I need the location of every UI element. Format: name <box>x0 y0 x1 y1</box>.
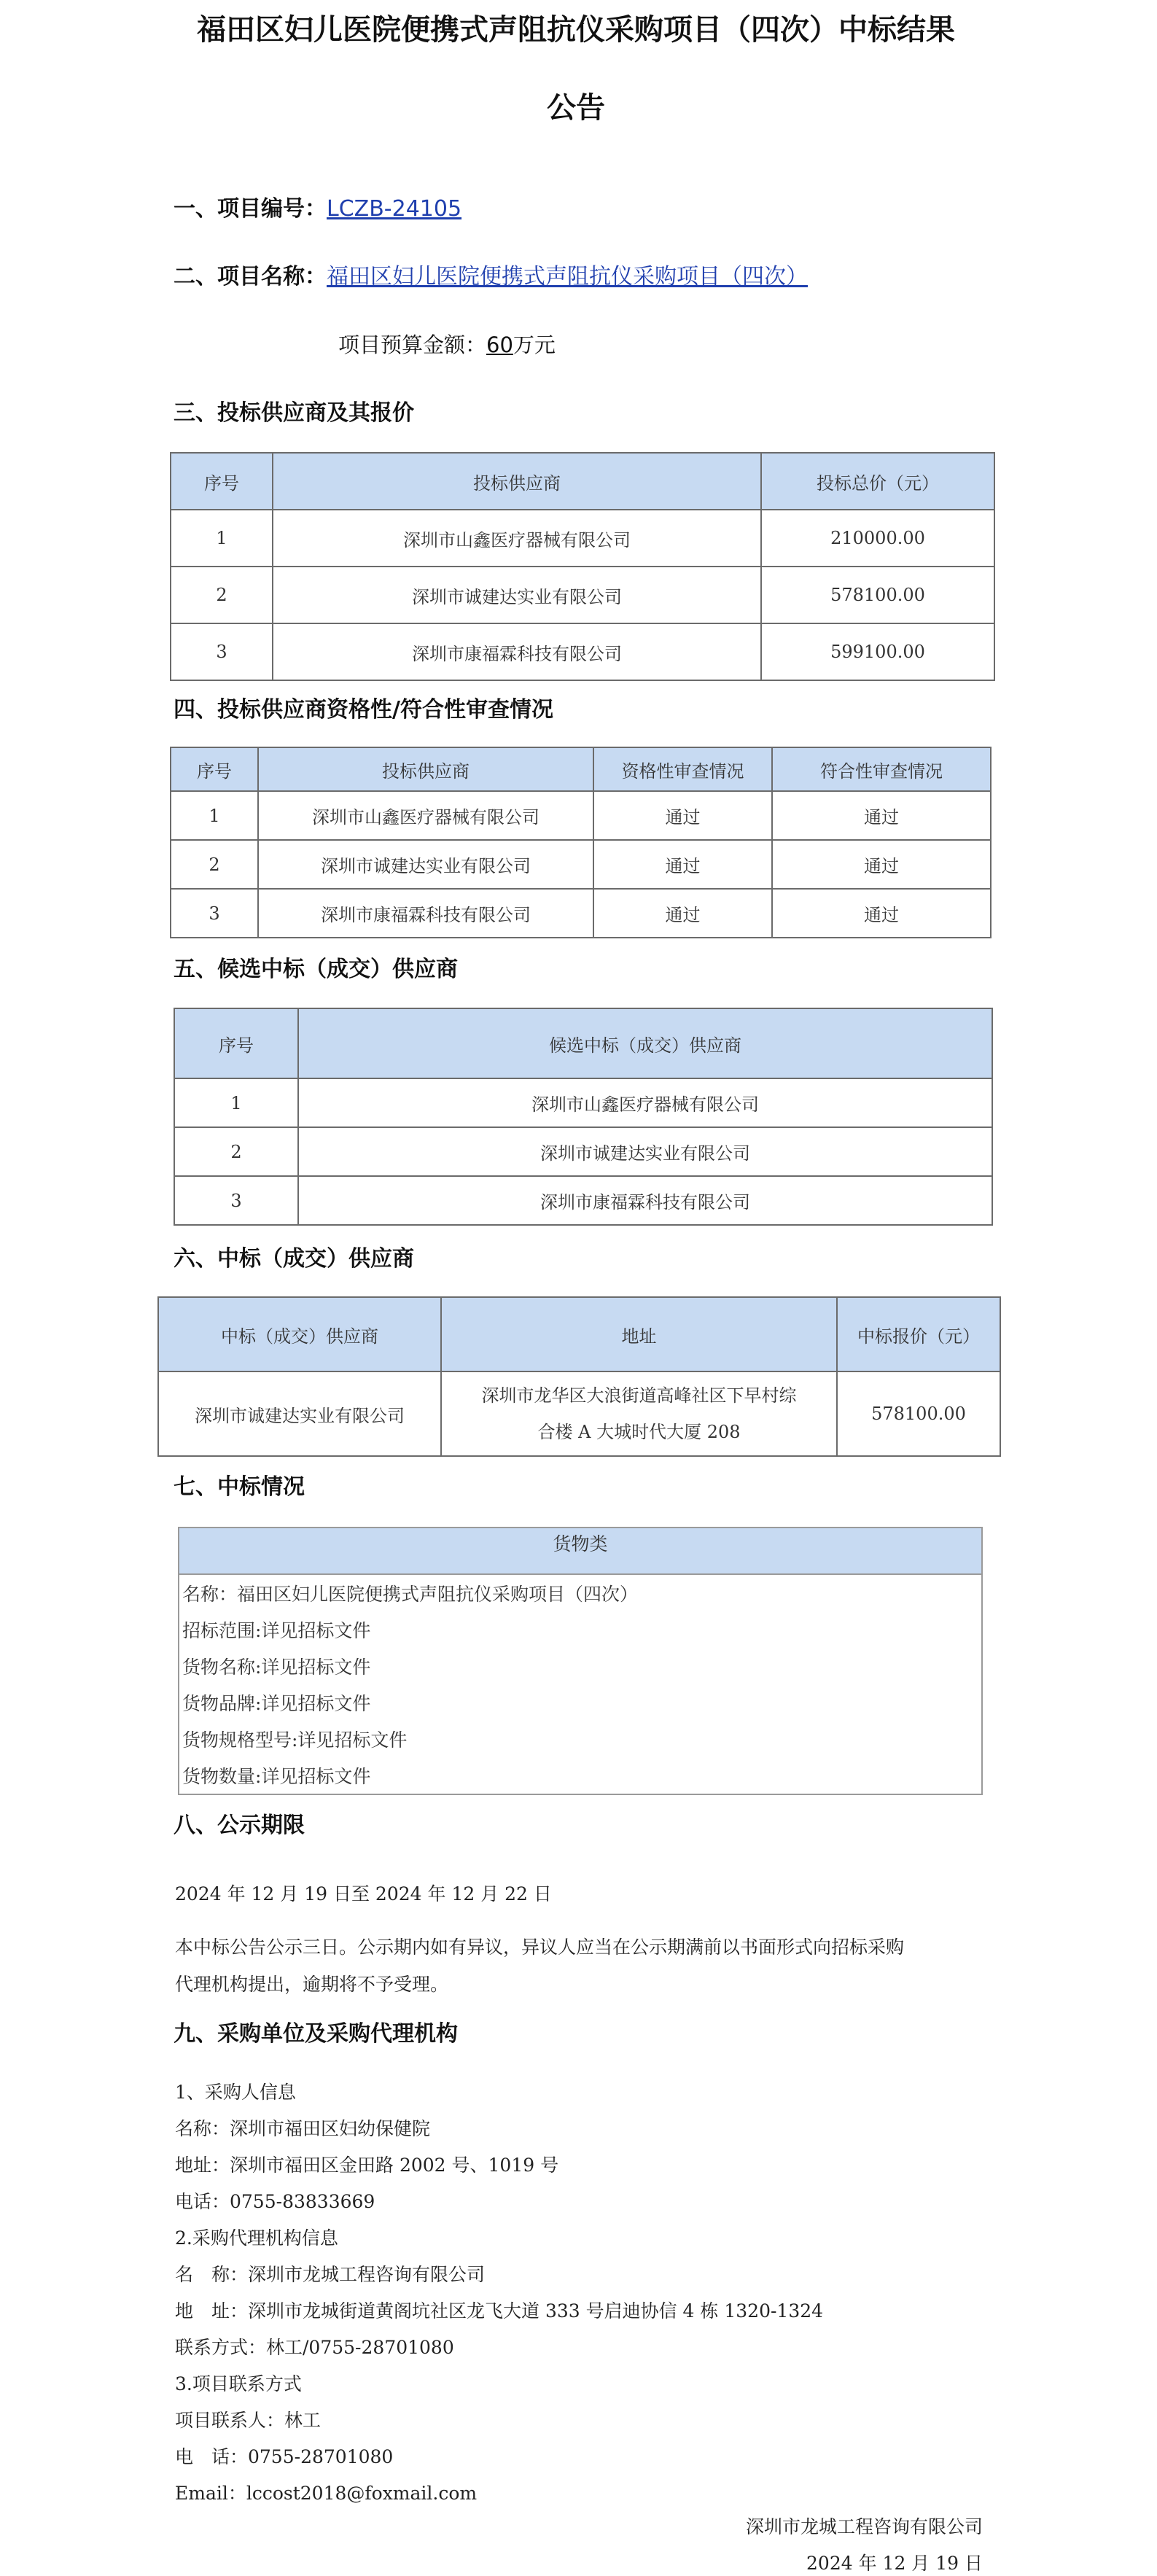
table-header-row <box>171 747 991 791</box>
table-row <box>174 1078 992 1127</box>
contact-line: 地 址：深圳市龙城街道黄阁坑社区龙飞大道 333 号启迪协信 4 栋 1320-1324 <box>175 2300 824 2322</box>
table-cell: 578100.00 <box>761 567 994 623</box>
contact-line: 名称：深圳市福田区妇幼保健院 <box>175 2118 431 2139</box>
contact-line: 3.项目联系方式 <box>175 2373 302 2394</box>
signature-date: 2024 年 12 月 19 日 <box>806 2553 983 2574</box>
table-row <box>171 791 991 840</box>
table-cell: 599100.00 <box>761 623 994 680</box>
project-number-label: 一、项目编号： <box>174 196 327 222</box>
goods-line: 货物规格型号:详见招标文件 <box>182 1729 408 1751</box>
column-header: 地址 <box>441 1297 837 1371</box>
table-cell: 深圳市诚建达实业有限公司 <box>258 840 593 889</box>
address-line: 深圳市龙华区大浪街道高峰社区下早村综 <box>481 1385 797 1406</box>
section7-heading: 七、中标情况 <box>174 1474 305 1500</box>
goods-line: 货物品牌:详见招标文件 <box>182 1693 371 1714</box>
table-row <box>174 1127 992 1176</box>
goods-line: 名称：福田区妇儿医院便携式声阻抗仪采购项目（四次） <box>182 1584 639 1605</box>
contact-line: 电 话：0755-28701080 <box>175 2446 394 2467</box>
section4-heading: 四、投标供应商资格性/符合性审查情况 <box>174 697 553 723</box>
table-cell: 通过 <box>772 889 991 938</box>
table-cell: 2 <box>171 567 273 623</box>
table-cell: 通过 <box>593 791 772 840</box>
section8-heading: 八、公示期限 <box>174 1813 305 1838</box>
section5-heading: 五、候选中标（成交）供应商 <box>174 957 458 982</box>
goods-lines <box>179 1575 981 1795</box>
table-header-row <box>171 453 994 510</box>
winner-table <box>157 1296 1001 1457</box>
candidate-table <box>174 1008 993 1226</box>
table-cell: 深圳市诚建达实业有限公司 <box>273 567 761 623</box>
contact-line: 联系方式：林工/0755-28701080 <box>175 2337 454 2358</box>
table-header-row <box>174 1008 992 1078</box>
table-cell: 578100.00 <box>837 1371 1000 1456</box>
table-cell: 210000.00 <box>761 510 994 567</box>
table-cell: 深圳市康福霖科技有限公司 <box>298 1176 992 1225</box>
table-row <box>171 840 991 889</box>
page-title-line1: 福田区妇儿医院便携式声阻抗仪采购项目（四次）中标结果 <box>197 13 955 47</box>
table-cell: 3 <box>171 623 273 680</box>
qualification-table <box>170 747 992 938</box>
project-number-link[interactable]: LCZB-24105 <box>327 196 462 222</box>
contact-email: Email：lccost2018@foxmail.com <box>175 2483 478 2504</box>
project-name-label: 二、项目名称： <box>174 264 327 289</box>
section9-heading: 九、采购单位及采购代理机构 <box>174 2021 458 2047</box>
table-cell: 2 <box>171 840 258 889</box>
table-cell: 3 <box>171 889 258 938</box>
column-header: 候选中标（成交）供应商 <box>298 1008 992 1078</box>
column-header: 符合性审查情况 <box>772 747 991 791</box>
goods-box-title: 货物类 <box>179 1528 981 1575</box>
table-cell: 1 <box>171 510 273 567</box>
table-cell: 3 <box>174 1176 298 1225</box>
notice-text-line1: 本中标公告公示三日。公示期内如有异议，异议人应当在公示期满前以书面形式向招标采购 <box>175 1937 905 1958</box>
project-number-row <box>174 197 461 222</box>
table-row <box>171 889 991 938</box>
table-row <box>174 1176 992 1225</box>
table-row <box>158 1371 1000 1456</box>
table-cell: 通过 <box>593 840 772 889</box>
table-cell: 通过 <box>772 840 991 889</box>
table-cell: 1 <box>171 791 258 840</box>
goods-line: 货物数量:详见招标文件 <box>182 1766 371 1787</box>
contact-line: 项目联系人：林工 <box>175 2410 322 2431</box>
table-cell: 2 <box>174 1127 298 1176</box>
project-name-row <box>174 265 808 289</box>
contact-line: 地址：深圳市福田区金田路 2002 号、1019 号 <box>175 2155 559 2176</box>
column-header: 投标供应商 <box>273 453 761 510</box>
address-line: 合楼 A 大城时代大厦 208 <box>537 1422 741 1442</box>
table-cell: 深圳市山鑫医疗器械有限公司 <box>298 1078 992 1127</box>
column-header: 投标供应商 <box>258 747 593 791</box>
table-cell: 深圳市山鑫医疗器械有限公司 <box>258 791 593 840</box>
table-cell: 通过 <box>593 889 772 938</box>
contact-line: 1、采购人信息 <box>175 2082 296 2103</box>
column-header: 序号 <box>171 747 258 791</box>
table-header-row <box>158 1297 1000 1371</box>
budget-label: 项目预算金额： <box>338 332 487 357</box>
contact-line: 2.采购代理机构信息 <box>175 2227 338 2249</box>
table-row <box>171 623 994 680</box>
section6-heading: 六、中标（成交）供应商 <box>174 1246 414 1272</box>
goods-box <box>178 1527 983 1795</box>
column-header: 资格性审查情况 <box>593 747 772 791</box>
goods-line: 货物名称:详见招标文件 <box>182 1657 371 1678</box>
column-header: 序号 <box>171 453 273 510</box>
column-header: 投标总价（元） <box>761 453 994 510</box>
address-cell <box>441 1371 837 1456</box>
budget-value[interactable]: 60 <box>486 332 513 357</box>
notice-text-line2: 代理机构提出，逾期将不予受理。 <box>175 1974 449 1995</box>
signature-company: 深圳市龙城工程咨询有限公司 <box>745 2516 983 2537</box>
notice-period: 2024 年 12 月 19 日至 2024 年 12 月 22 日 <box>175 1883 552 1904</box>
column-header: 序号 <box>174 1008 298 1078</box>
budget-unit: 万元 <box>513 332 556 357</box>
table-cell: 深圳市诚建达实业有限公司 <box>298 1127 992 1176</box>
table-row <box>171 567 994 623</box>
table-cell: 1 <box>174 1078 298 1127</box>
table-cell: 通过 <box>772 791 991 840</box>
table-row <box>171 510 994 567</box>
table-cell: 深圳市康福霖科技有限公司 <box>258 889 593 938</box>
goods-line: 招标范围:详见招标文件 <box>182 1620 371 1641</box>
budget-row <box>338 332 556 357</box>
contact-line: 名 称：深圳市龙城工程咨询有限公司 <box>175 2264 486 2285</box>
section3-heading: 三、投标供应商及其报价 <box>174 400 414 426</box>
project-name-link[interactable]: 福田区妇儿医院便携式声阻抗仪采购项目（四次） <box>327 264 808 289</box>
table-cell: 深圳市康福霖科技有限公司 <box>273 623 761 680</box>
page-title-line2: 公告 <box>547 91 605 125</box>
table-cell: 深圳市山鑫医疗器械有限公司 <box>273 510 761 567</box>
contact-line: 电话：0755-83833669 <box>175 2191 375 2212</box>
table-cell: 深圳市诚建达实业有限公司 <box>158 1371 441 1456</box>
column-header: 中标（成交）供应商 <box>158 1297 441 1371</box>
bid-price-table <box>170 452 995 681</box>
column-header: 中标报价（元） <box>837 1297 1000 1371</box>
